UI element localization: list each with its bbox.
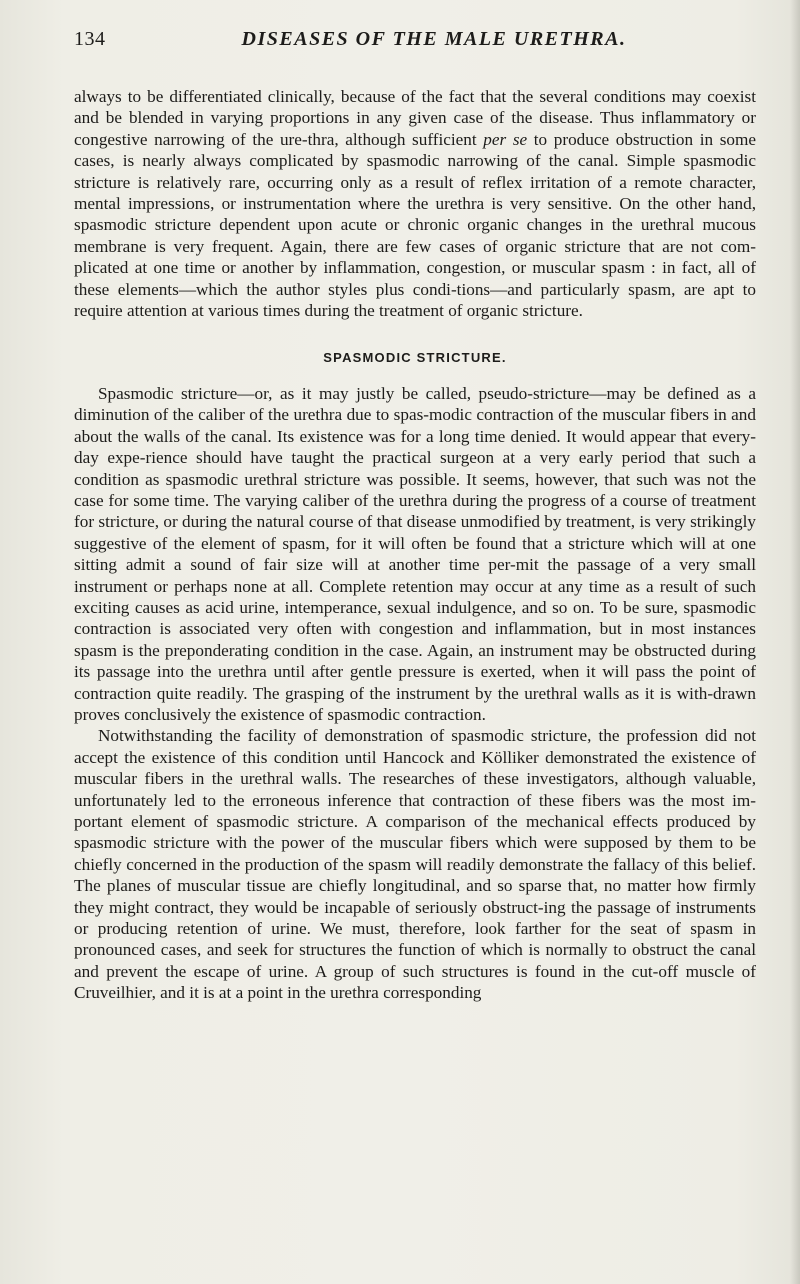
section-paragraph-2: Notwithstanding the facility of demonstration of spasmodic stricture, the profession did not accept the existence of this condition until Hancock and Kölliker demonstrated the existence of muscular fibers in the urethral walls. The researches of these investigators, although valuable, unfortunately led to the erroneous inference that contraction of these fibers was the most im-portant element of spasmodic stricture. A comparison of the mechanical effects produced by spasmodic stricture with the power of the muscular fibers which were supposed by them to be chiefly concerned in the production of the spasm will readily demonstrate the fallacy of this belief. The planes of muscular tissue are chiefly longitudinal, and so sparse that, no matter how firmly they might contract, they would be incapable of seriously obstruct-ing the passage of instruments or producing retention of urine. We must, therefore, look farther for the seat of spasm in pronounced cases, and seek for structures the function of which is normally to obstruct the canal and prevent the escape of urine. A group of such structures is found in the cut-off muscle of Cruveilhier, and it is at a point in the urethra corresponding	[74, 726, 756, 1003]
intro-text-part-2: to produce obstruction in some cases, is nearly always complicated by spasmodic narrowing of the canal. Simple spasmodic stricture is relatively rare, occurring only as a result of reflex irritation of a remote character, mental impressions, or instrumentation where the urethra is very sensitive. On the other hand, spasmodic stricture dependent upon acute or chronic organic changes in the urethral mucous membrane is very frequent. Again, there are few cases of organic stricture that are not com-plicated at one time or another by inflammation, congestion, or muscular spasm : in fact, all of these elements—which the author styles plus condi-tions—and particularly spasm, are apt to require attention at various times during the treatment of organic stricture.	[74, 129, 756, 321]
intro-paragraph	[74, 86, 756, 321]
section-heading: SPASMODIC STRICTURE.	[323, 350, 507, 366]
body-text	[74, 86, 756, 1004]
page-header	[74, 28, 754, 56]
section-paragraph-1: Spasmodic stricture—or, as it may justly be called, pseudo-stricture—may be defined as a diminution of the caliber of the urethra due to spas-modic contraction of the muscular fibers in and about the walls of the canal. Its existence was for a long time denied. It would appear that every-day expe-rience should have taught the practical surgeon at a very early period that such a condition as spasmodic urethral stricture was possible. It seems, however, that such was not the case for some time. The varying caliber of the urethra during the progress of a course of treatment for stricture, or during the natural course of that disease unmodified by treatment, is very strikingly suggestive of the element of spasm, for it will often be found that a stricture which will at one sitting admit a sound of fair size will at another time per-mit the passage of a very small instrument or perhaps none at all. Complete retention may occur at any time as a result of such exciting causes as acid urine, intemperance, sexual indulgence, and so on. To be sure, spasmodic contraction is associated very often with congestion and inflammation, but in most instances spasm is the preponderating condition in the case. Again, an instrument may be obstructed during its passage into the urethra until after gentle pressure is exerted, when it will pass the point of contraction quite readily. The grasping of the instrument by the urethral walls as it is with-drawn proves conclusively the existence of spasmodic contraction.	[74, 383, 756, 724]
intro-italic-phrase: per se	[483, 129, 528, 149]
intro-text-part-1: always to be differentiated clinically, because of the fact that the several conditions may coexist and be blended in varying proportions in any given case of the disease. Thus inflammatory or congestive narrowing of the ure-thra, although sufficient	[74, 87, 756, 149]
page-number: 134	[74, 28, 106, 50]
running-head: DISEASES OF THE MALE URETHRA.	[241, 28, 627, 50]
page-edge-shadow	[790, 0, 800, 1284]
